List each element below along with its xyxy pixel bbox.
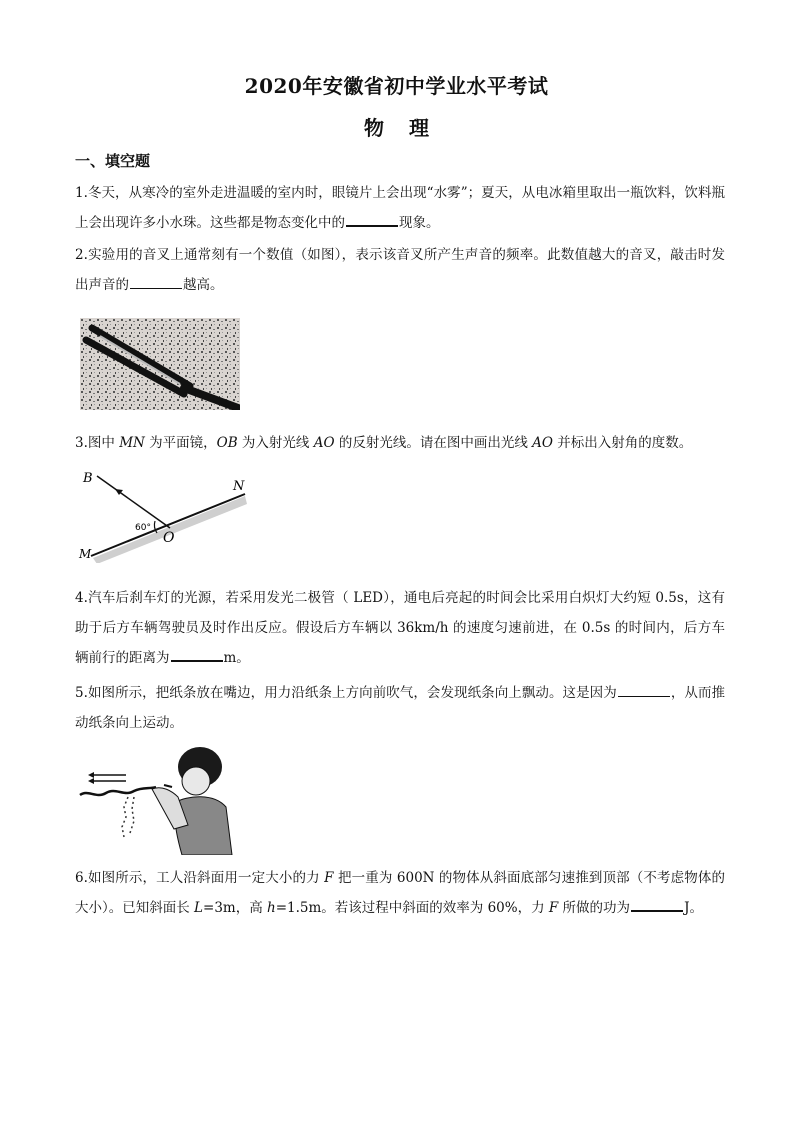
reflection-diagram: [75, 468, 250, 563]
question-text: 如图所示，把纸条放在嘴边，用力沿纸条上方向前吹气，会发现纸条向上飘动。这是因为: [87, 685, 617, 701]
angle-label: 60°: [135, 523, 151, 533]
section-heading: 一、填空题: [75, 152, 151, 170]
question-text: 所做的功为: [558, 900, 631, 916]
answer-blank[interactable]: [346, 210, 398, 227]
question-text: 实验用的音叉上通常刻有一个数值（如图），表示该音叉所产生声音的频率。此数值越大的音叉，敲击时发出声音的: [75, 247, 725, 293]
question-number: 3.: [75, 435, 88, 451]
question-text: 并标出入射角的度数。: [552, 435, 693, 451]
ray-label: AO: [532, 435, 553, 451]
question-number: 2.: [75, 247, 88, 263]
question-text-tail: ，从而推动纸条向上运动。: [75, 685, 726, 731]
question-text: 如图所示，工人沿斜面用一定大小的力: [87, 870, 325, 886]
question-text: 冬天，从寒冷的室外走进温暖的室内时，眼镜片上会出现“水雾”；夏天，从电冰箱里取出一瓶饮料，饮料瓶上会出现许多小水珠。这些都是物态变化中的: [75, 185, 725, 231]
blowing-figure: [78, 745, 238, 855]
question-text: 为平面镜，: [144, 435, 217, 451]
tuning-fork-figure: [80, 318, 240, 410]
label-b: B: [83, 471, 93, 486]
exam-title: 2020年安徽省初中学业水平考试: [244, 74, 549, 98]
question-number: 5.: [75, 685, 88, 701]
answer-blank[interactable]: [631, 895, 683, 912]
label-n: N: [233, 479, 245, 494]
ray-label: OB: [216, 435, 238, 451]
question-2: [75, 240, 725, 300]
length-symbol: L: [194, 900, 204, 916]
question-text-tail: m。: [223, 650, 250, 666]
question-text: 为入射光线: [237, 435, 314, 451]
question-4: [75, 583, 725, 673]
question-text: 汽车后刹车灯的光源，若采用发光二极管（ LED），通电后亮起的时间会比采用白炽灯大约短 0.5s，这有助于后方车辆驾驶员及时作出反应。假设后方车辆以 36km/h 的速度匀速前进，在 0.5s 的时间内，后方车辆前行的距离为: [75, 590, 725, 666]
subject-title: 物 理: [364, 116, 429, 140]
question-text-tail: J。: [684, 900, 703, 916]
answer-blank[interactable]: [130, 273, 182, 289]
question-5: [75, 678, 725, 738]
question-1: [75, 178, 725, 238]
question-3: [75, 428, 725, 458]
question-text: 把一重为 600N 的物体从斜面底部匀速推到顶部（不考虑物体的大小）。已知斜面长: [75, 870, 725, 916]
mirror-diagram: [75, 468, 250, 563]
question-number: 6.: [75, 870, 88, 886]
question-number: 4.: [75, 590, 88, 606]
question-text-tail: 越高。: [183, 277, 224, 293]
force-symbol: F: [548, 900, 559, 916]
ray-label: AO: [313, 435, 335, 451]
height-symbol: h: [267, 900, 276, 916]
question-text: =1.5m。若该过程中斜面的效率为 60%，力: [275, 900, 549, 916]
boy-blowing-image: [78, 745, 238, 855]
question-6: [75, 863, 725, 923]
force-symbol: F: [324, 870, 334, 886]
answer-blank[interactable]: [618, 681, 670, 697]
mirror-label: MN: [119, 435, 145, 451]
question-text: 图中: [87, 435, 120, 451]
question-text: =3m，高: [203, 900, 268, 916]
question-number: 1.: [75, 185, 88, 201]
tuning-fork-image: [80, 318, 240, 410]
question-text: 的反射光线。请在图中画出光线: [334, 435, 533, 451]
question-text-tail: 现象。: [399, 215, 440, 231]
answer-blank[interactable]: [171, 645, 223, 662]
label-m: M: [79, 547, 92, 561]
label-o: O: [163, 530, 175, 546]
